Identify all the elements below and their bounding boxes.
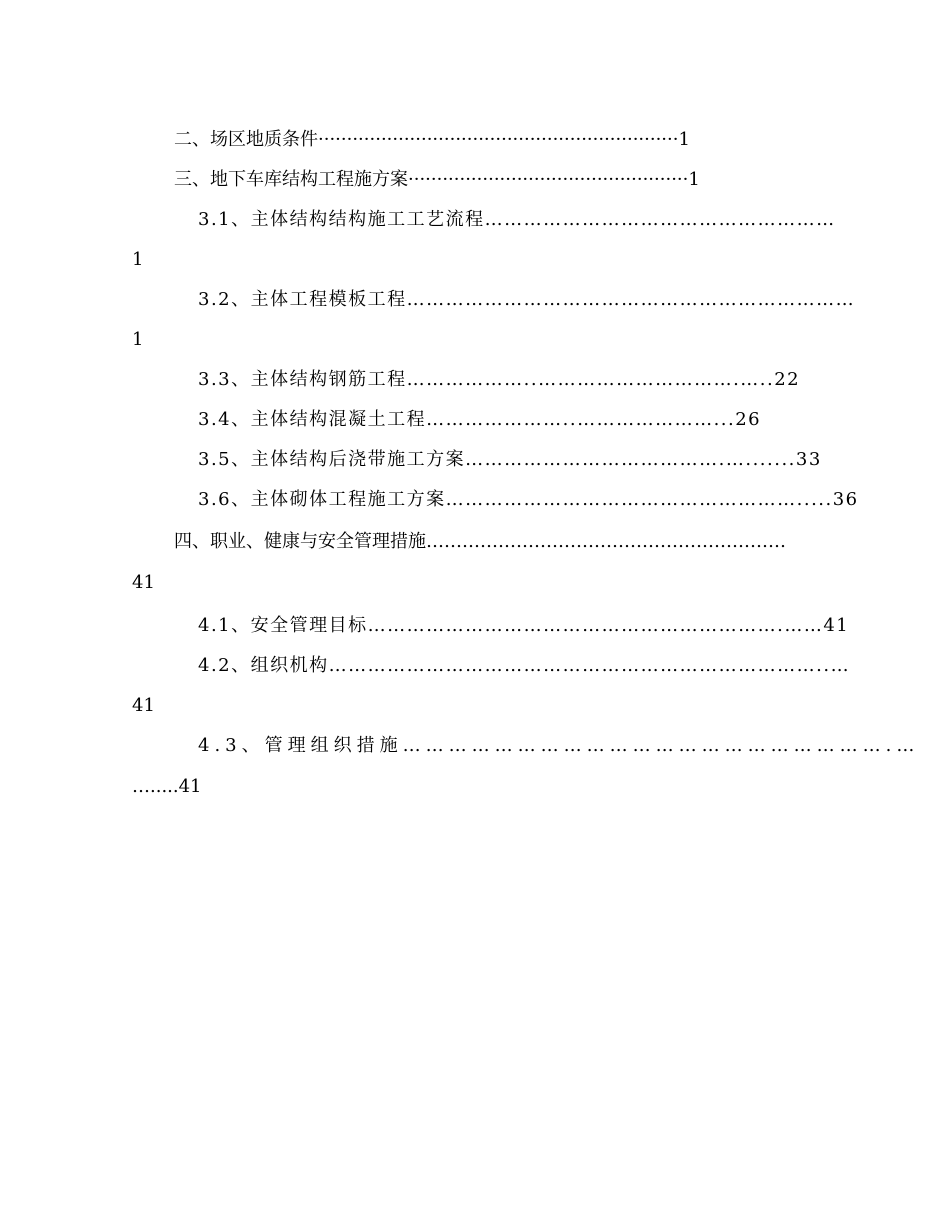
toc-entry-3-1-page: 1 xyxy=(132,249,144,270)
toc-entry-4-page: 41 xyxy=(132,572,155,593)
toc-entry-3-2[interactable]: 3.2、主体工程模板工程…………………………………………………………… xyxy=(198,289,856,310)
toc-entry-4-2[interactable]: 4.2、组织机构…………………………………………………………………..… xyxy=(198,655,851,676)
toc-entry-4-3-page: ….....41 xyxy=(132,776,202,797)
toc-entry-3-5[interactable]: 3.5、主体结构后浇带施工方案………………………………….….......33 xyxy=(198,449,822,470)
toc-entry-3-1[interactable]: 3.1、主体结构结构施工工艺流程……………………………………………… xyxy=(198,209,836,230)
toc-entry-3-2-page: 1 xyxy=(132,329,144,350)
toc-entry-3-3[interactable]: 3.3、主体结构钢筋工程………………..………………………….…..22 xyxy=(198,369,801,390)
toc-entry-4-2-page: 41 xyxy=(132,695,155,716)
toc-entry-4[interactable]: 四、职业、健康与安全管理措施…………………………………………………… xyxy=(174,531,786,552)
toc-entry-3[interactable]: 三、地下车库结构工程施方案·················································1 xyxy=(174,169,700,190)
toc-entry-2[interactable]: 二、场区地质条件·······························································1 xyxy=(174,129,690,150)
toc-entry-4-3[interactable]: 4.3、管理组织措施……………………………………………………….… xyxy=(198,735,920,756)
toc-entry-3-4[interactable]: 3.4、主体结构混凝土工程…………………..…………………...26 xyxy=(198,409,762,430)
toc-entry-3-6[interactable]: 3.6、主体砌体工程施工方案……………………………………………….....36 xyxy=(198,489,859,510)
toc-entry-4-1[interactable]: 4.1、安全管理目标……………………………………………………….……41 xyxy=(198,615,850,636)
